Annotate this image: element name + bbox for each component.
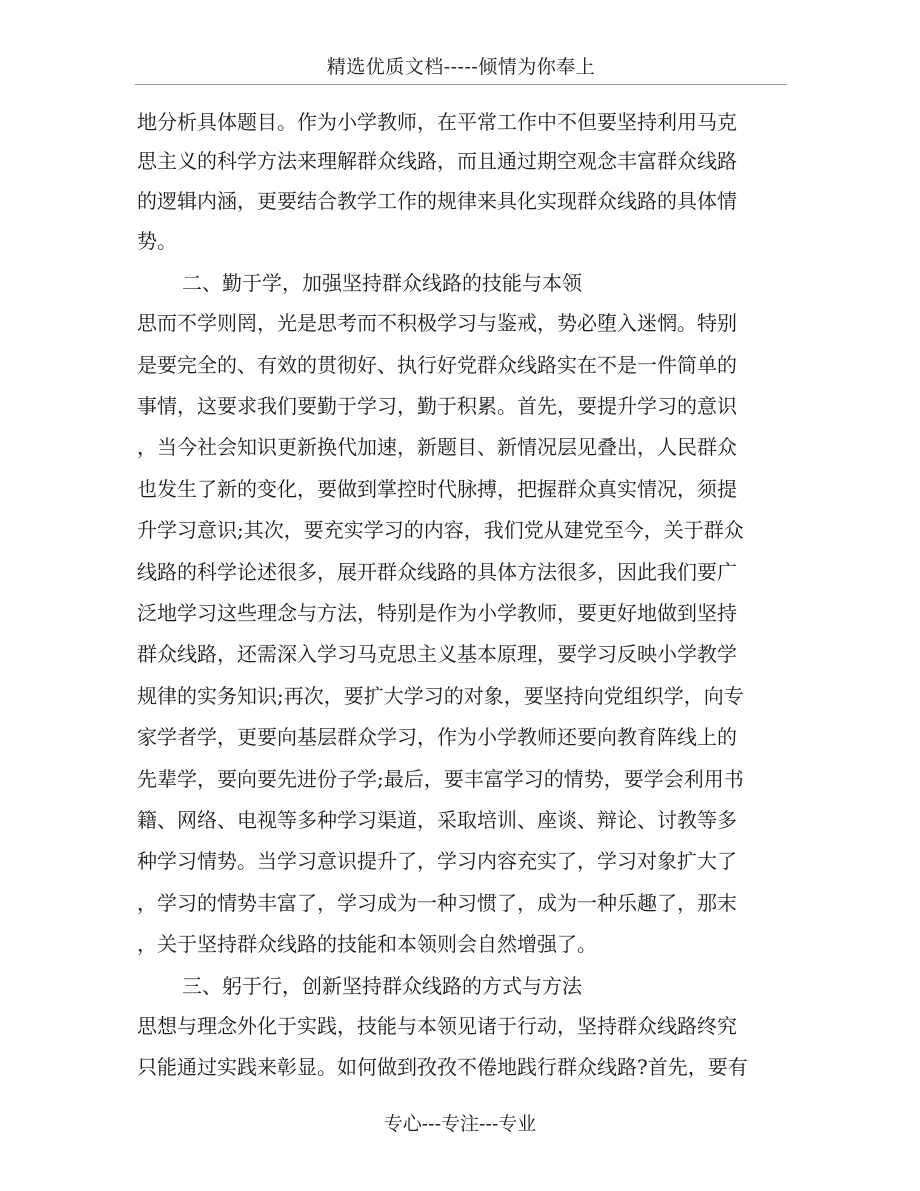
- body-line: 升学习意识;其次，要充实学习的内容，我们党从建党至今，关于群众: [137, 518, 744, 542]
- body-line: 只能通过实践来彰显。如何做到孜孜不倦地践行群众线路?首先，要有: [137, 1055, 748, 1079]
- body-line: 事情，这要求我们要勤于学习，勤于积累。首先，要提升学习的意识: [137, 394, 737, 418]
- body-line: ，学习的情势丰富了，学习成为一种习惯了，成为一种乐趣了，那末: [137, 891, 737, 915]
- body-line: 思主义的科学方法来理解群众线路，而且通过期空观念丰富群众线路: [137, 149, 737, 173]
- body-line: 规律的实务知识;再次，要扩大学习的对象，要坚持向党组织学，向专: [137, 684, 744, 708]
- body-line: 思而不学则罔，光是思考而不积极学习与鉴戒，势必堕入迷惘。特别: [137, 311, 737, 335]
- body-line: 是要完全的、有效的贯彻好、执行好党群众线路实在不是一件简单的: [137, 353, 737, 377]
- body-line: 地分析具体题目。作为小学教师，在平常工作中不但要坚持利用马克: [137, 110, 737, 134]
- body-line: 思想与理念外化于实践，技能与本领见诸于行动，坚持群众线路终究: [137, 1014, 737, 1038]
- body-line: ，关于坚持群众线路的技能和本领则会自然增强了。: [137, 932, 597, 956]
- body-line: 也发生了新的变化，要做到掌控时代脉搏，把握群众真实情况，须提: [137, 477, 737, 501]
- body-line: 先辈学，要向要先进份子学;最后，要丰富学习的情势，要学会利用书: [137, 767, 744, 791]
- body-line: 家学者学，更要向基层群众学习，作为小学教师还要向教育阵线上的: [137, 725, 737, 749]
- page-header-title: 精选优质文档-----倾情为你奉上: [326, 56, 596, 78]
- body-line: 线路的科学论述很多，展开群众线路的具体方法很多，因此我们要广: [137, 560, 737, 584]
- section-heading: 二、勤于学，加强坚持群众线路的技能与本领: [182, 271, 582, 295]
- body-line: 势。: [137, 229, 177, 253]
- body-line: 泛地学习这些理念与方法，特别是作为小学教师，要更好地做到坚持: [137, 601, 737, 625]
- page-header: [135, 52, 787, 85]
- section-heading: 三、躬于行，创新坚持群众线路的方式与方法: [182, 974, 582, 998]
- body-line: 籍、网络、电视等多种学习渠道，采取培训、座谈、辩论、讨教等多: [137, 808, 737, 832]
- body-line: 种学习情势。当学习意识提升了，学习内容充实了，学习对象扩大了: [137, 849, 737, 873]
- body-line: 的逻辑内涵，更要结合教学工作的规律来具化实现群众线路的具体情: [137, 189, 737, 213]
- body-line: 群众线路，还需深入学习马克思主义基本原理，要学习反映小学教学: [137, 642, 737, 666]
- body-line: ，当今社会知识更新换代加速，新题目、新情况层见叠出，人民群众: [137, 435, 737, 459]
- page-footer: 专心---专注---专业: [383, 1113, 537, 1135]
